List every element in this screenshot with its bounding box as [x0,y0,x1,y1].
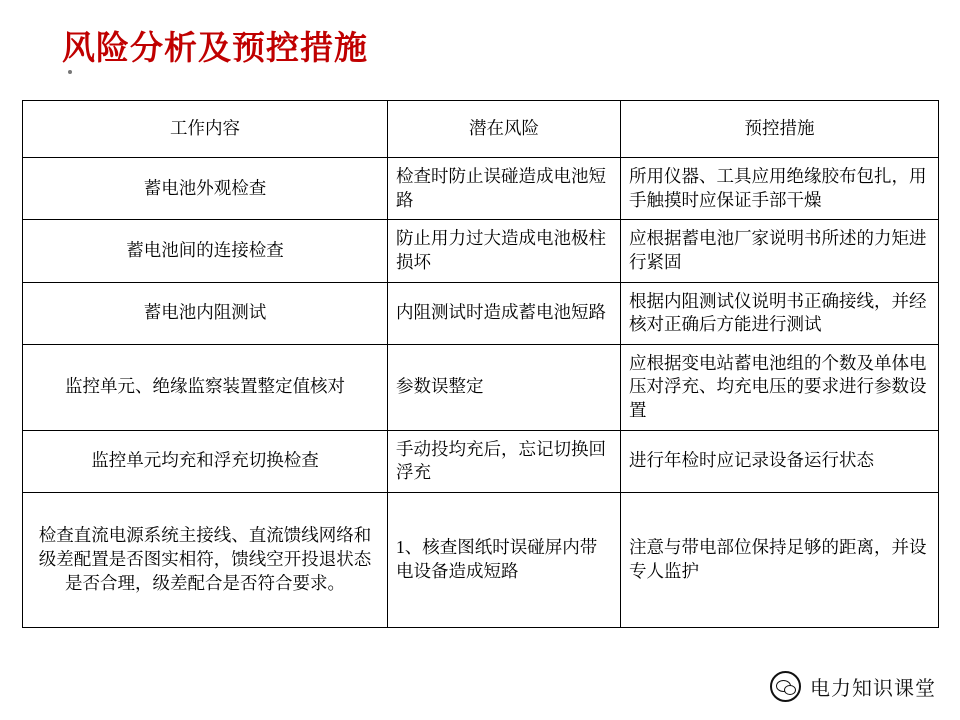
footer-logo [770,671,936,702]
risk-analysis-table [22,100,939,628]
page-title: 风险分析及预控措施 [62,31,368,67]
title-decor-dot [68,70,72,74]
column-header-content: 工作内容 [23,101,388,158]
cell-content: 蓄电池间的连接检查 [23,220,388,282]
cell-content: 监控单元均充和浮充切换检查 [23,430,388,492]
cell-measure: 根据内阻测试仪说明书正确接线，并经核对正确后方能进行测试 [621,282,939,344]
table-row [23,158,939,220]
cell-content: 监控单元、绝缘监察装置整定值核对 [23,344,388,430]
table-row [23,282,939,344]
cell-measure: 所用仪器、工具应用绝缘胶布包扎，用手触摸时应保证手部干燥 [621,158,939,220]
cell-risk: 参数误整定 [388,344,621,430]
cell-risk: 内阻测试时造成蓄电池短路 [388,282,621,344]
cell-risk: 1、核查图纸时误碰屏内带电设备造成短路 [388,492,621,627]
cell-risk: 检查时防止误碰造成电池短路 [388,158,621,220]
cell-measure: 应根据蓄电池厂家说明书所述的力矩进行紧固 [621,220,939,282]
cell-risk: 防止用力过大造成电池极柱损坏 [388,220,621,282]
cell-content: 蓄电池外观检查 [23,158,388,220]
table-row [23,430,939,492]
cell-risk: 手动投均充后，忘记切换回浮充 [388,430,621,492]
table-row [23,220,939,282]
cell-content: 检查直流电源系统主接线、直流馈线网络和级差配置是否图实相符，馈线空开投退状态是否合理，级差配合是否符合要求。 [23,492,388,627]
cell-measure: 注意与带电部位保持足够的距离，并设专人监护 [621,492,939,627]
table-row [23,492,939,627]
cell-content: 蓄电池内阻测试 [23,282,388,344]
table-row [23,344,939,430]
column-header-measure: 预控措施 [621,101,939,158]
cell-measure: 进行年检时应记录设备运行状态 [621,430,939,492]
footer-logo-text: 电力知识课堂 [810,678,936,700]
wechat-icon [770,671,801,702]
column-header-risk: 潜在风险 [388,101,621,158]
table-header-row [23,101,939,158]
cell-measure: 应根据变电站蓄电池组的个数及单体电压对浮充、均充电压的要求进行参数设置 [621,344,939,430]
